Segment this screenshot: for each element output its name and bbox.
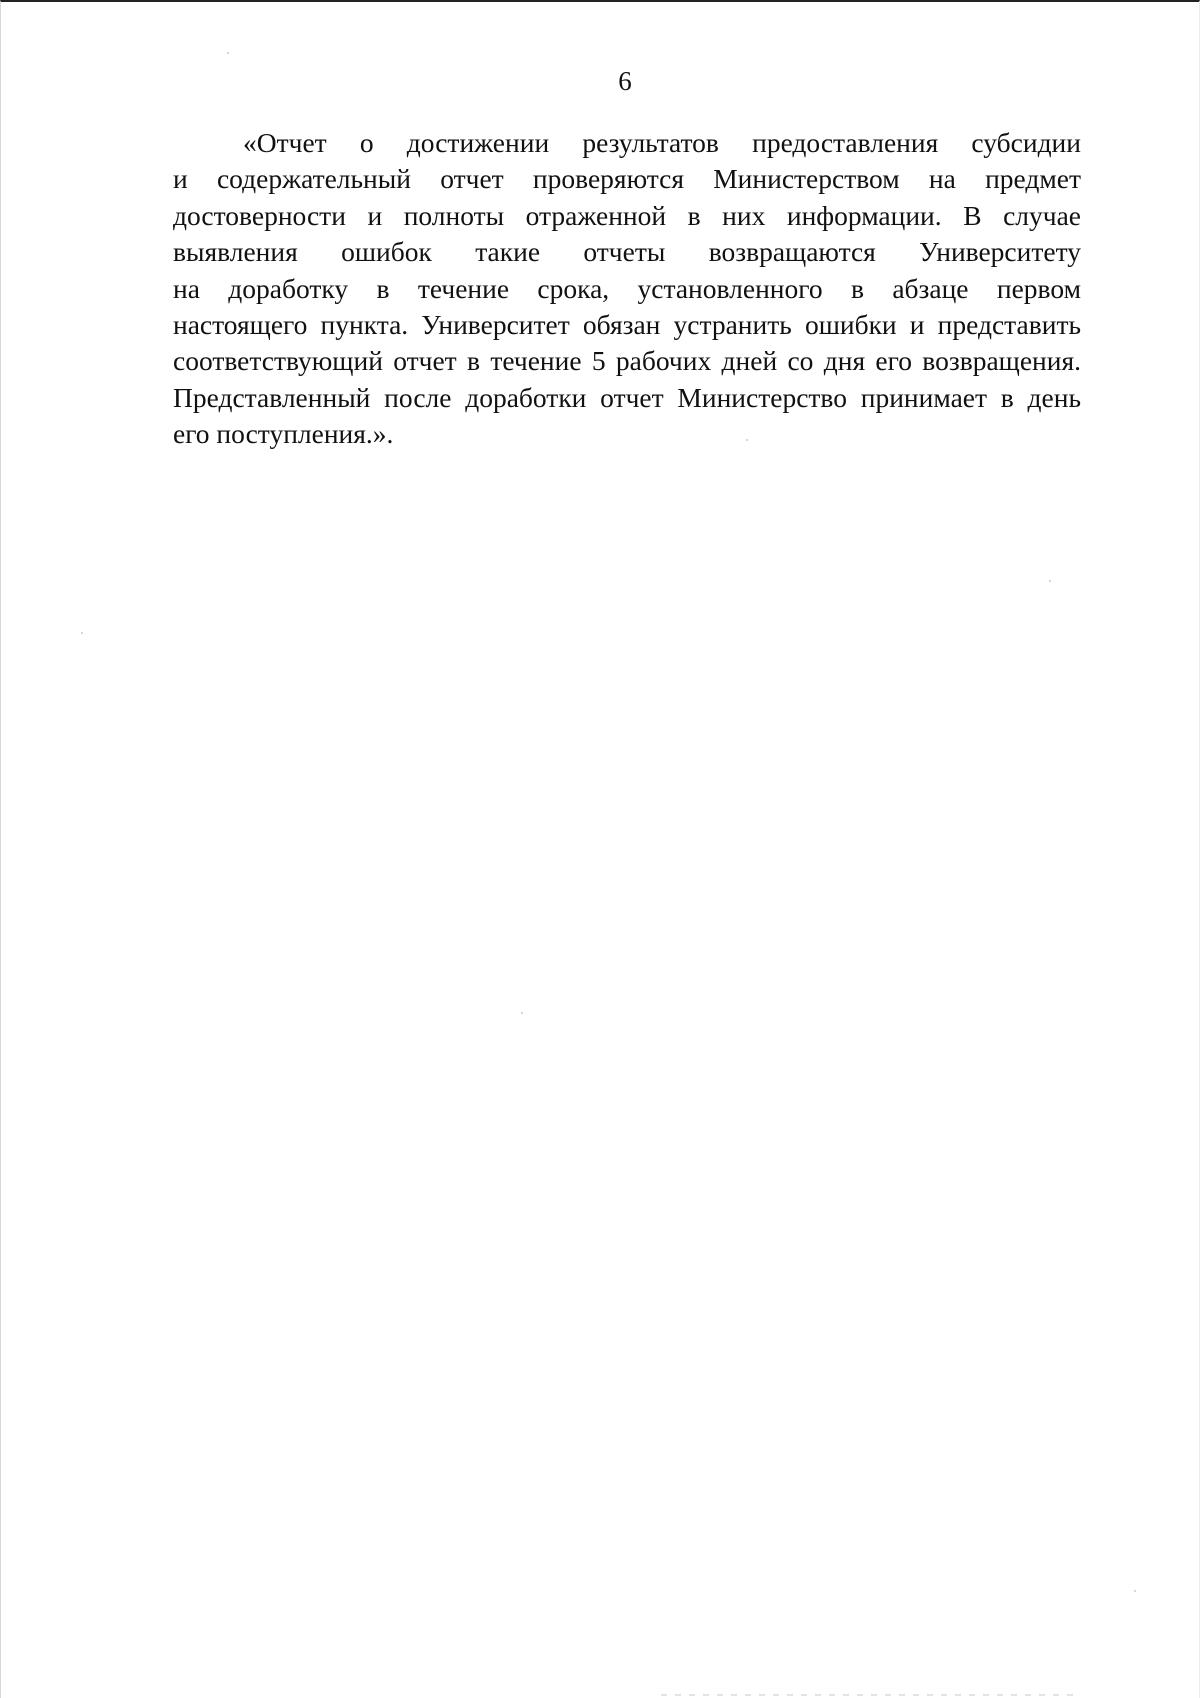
paragraph-line: на доработку в течение срока, установленного в абзаце первом: [173, 272, 1081, 304]
scan-edge-noise: [661, 1694, 1081, 1696]
paragraph-line: Представленный после доработки отчет Министерство принимает в день: [173, 381, 1081, 413]
paragraph-line: достоверности и полноты отраженной в них информации. В случае: [173, 199, 1081, 231]
paragraph-line: и содержательный отчет проверяются Министерством на предмет: [173, 163, 1081, 195]
scan-speck: [1134, 1590, 1136, 1592]
scan-speck: [521, 1012, 523, 1014]
scan-speck: [81, 632, 83, 634]
paragraph-line: выявления ошибок такие отчеты возвращаются Университету: [173, 236, 1081, 268]
paragraph-line: его поступления.».: [173, 418, 394, 450]
scan-speck: [746, 439, 748, 441]
page-number: 6: [618, 66, 632, 96]
body-paragraph: [173, 125, 1081, 453]
paragraph-line: соответствующий отчет в течение 5 рабочих дней со дня его возвращения.: [173, 345, 1081, 377]
scan-speck: [227, 52, 229, 54]
scan-speck: [1049, 580, 1051, 582]
paragraph-line: «Отчет о достижении результатов предоставления субсидии: [243, 127, 1081, 158]
paragraph-line: настоящего пункта. Университет обязан устранить ошибки и представить: [173, 308, 1081, 340]
